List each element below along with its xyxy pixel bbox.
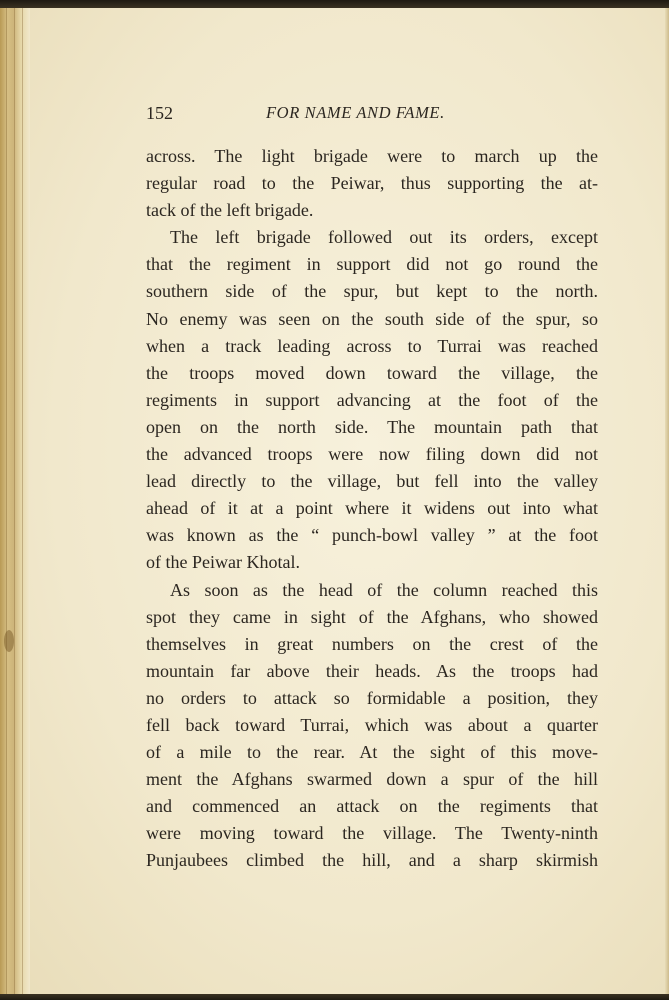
binding-crease [6, 0, 7, 1000]
text-line: was known as the “ punch-bowl valley ” at the foot [146, 525, 598, 546]
paper-stain [4, 630, 14, 652]
text-line: open on the north side. The mountain path that [146, 416, 598, 437]
text-line: the advanced troops were now filing down did not [146, 444, 598, 465]
text-line: regular road to the Peiwar, thus supporting the at- [146, 173, 598, 194]
page-bottom-edge [0, 994, 669, 1000]
text-line: spot they came in sight of the Afghans, who showed [146, 606, 598, 627]
text-line: ahead of it at a point where it widens out into what [146, 498, 598, 519]
text-line: that the regiment in support did not go round the [146, 254, 598, 275]
page-header [146, 103, 598, 127]
text-line: fell back toward Turrai, which was about a quarter [146, 714, 598, 735]
text-line: and commenced an attack on the regiments that [146, 796, 598, 817]
text-line: Punjaubees climbed the hill, and a sharp skirmish [146, 850, 598, 871]
text-line: mountain far above their heads. As the troops had [146, 660, 598, 681]
page-number: 152 [146, 103, 173, 123]
running-head: FOR NAME AND FAME. [266, 103, 445, 122]
text-line: were moving toward the village. The Twenty-ninth [146, 823, 598, 844]
text-line: no orders to attack so formidable a position, they [146, 687, 598, 708]
binding-crease [22, 0, 23, 1000]
page-top-edge [0, 0, 669, 8]
text-line: ment the Afghans swarmed down a spur of the hill [146, 769, 598, 790]
text-line: of the Peiwar Khotal. [146, 552, 300, 573]
page-edge [665, 0, 669, 1000]
book-binding [0, 0, 30, 1000]
text-line: The left brigade followed out its orders, except [170, 227, 598, 248]
text-line: of a mile to the rear. At the sight of this move- [146, 742, 598, 763]
body-text [146, 143, 598, 875]
text-line: across. The light brigade were to march up the [146, 146, 598, 166]
text-line: the troops moved down toward the village, the [146, 362, 598, 383]
text-line: No enemy was seen on the south side of the spur, so [146, 308, 598, 329]
text-line: tack of the left brigade. [146, 200, 314, 221]
binding-crease [14, 0, 15, 1000]
text-line: southern side of the spur, but kept to the north. [146, 281, 598, 302]
text-line: when a track leading across to Turrai was reached [146, 335, 598, 356]
text-line: regiments in support advancing at the foot of the [146, 389, 598, 410]
text-line: As soon as the head of the column reached this [170, 579, 598, 600]
text-line: themselves in great numbers on the crest of the [146, 633, 598, 654]
text-line: lead directly to the village, but fell into the valley [146, 471, 598, 492]
